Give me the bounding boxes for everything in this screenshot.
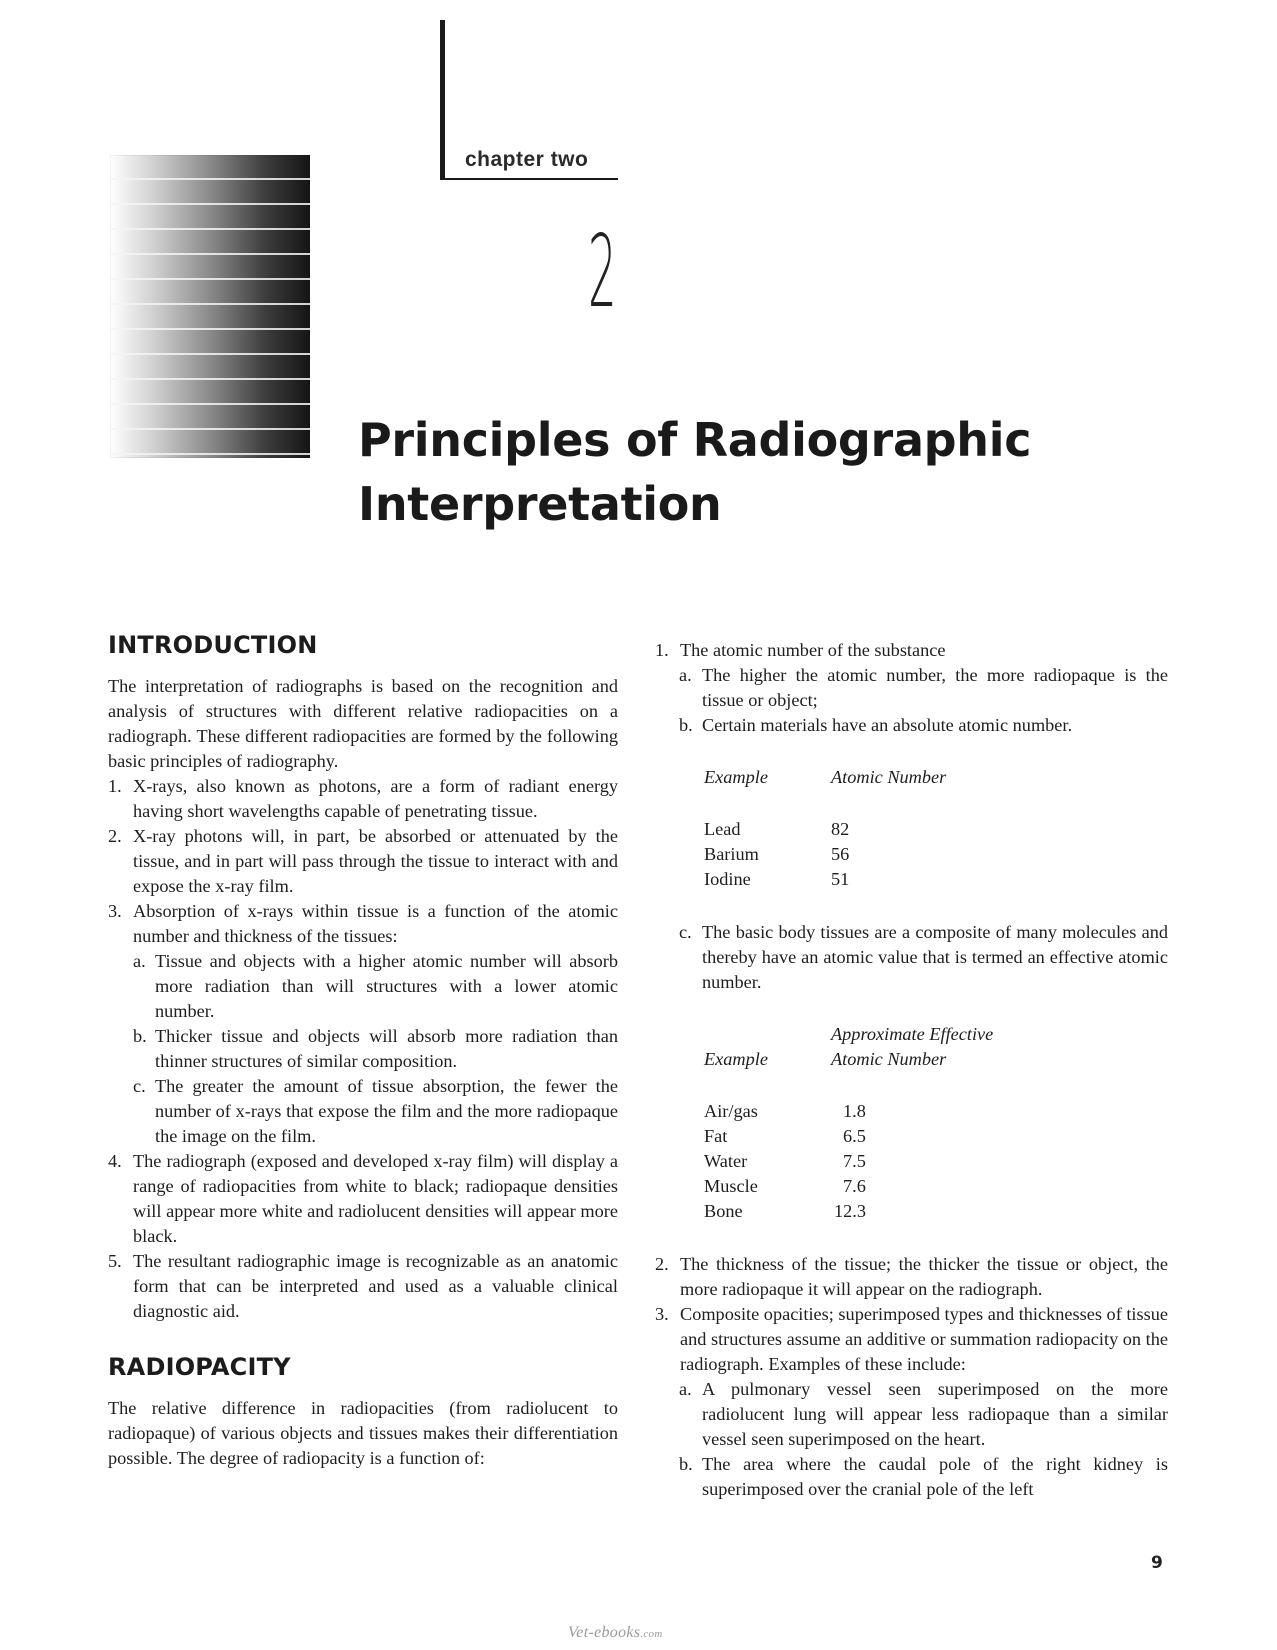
list-item-text: X-ray photons will, in part, be absorbed or attenuated by the tissue, and in part will pass through the tissue to interact with and expose the x-ray film. [133,826,618,896]
table-cell: 82 [831,819,850,839]
table-header-row [704,1047,1168,1072]
table-cell: 6.5 [843,1126,866,1146]
radiopacity-paragraph: The relative difference in radiopacities (from radiolucent to radiopaque) of various objects and tissues makes their differentiation possible. The degree of radiopacity is a function of: [108,1398,618,1468]
list-item-text: The higher the atomic number, the more radiopaque is the tissue or object; [702,665,1168,710]
chapter-number: 2 [588,213,617,330]
list-item-text: A pulmonary vessel seen superimposed on the more radiolucent lung will appear less radiopaque than a similar vessel seen superimposed on the heart. [702,1379,1168,1449]
table-row [704,842,1168,867]
list-item-text: Tissue and objects with a higher atomic number will absorb more radiation than will structures with a lower atomic number. [155,951,618,1021]
effective-atomic-number-table [704,1022,1168,1224]
table-cell: Iodine [704,869,751,889]
list-item-number: 4. [108,1151,122,1171]
table-row [704,1149,1168,1174]
page-number: 9 [1151,1553,1163,1573]
list-item [108,899,618,949]
list-item-number: b. [679,715,693,735]
atomic-number-table [704,765,1168,892]
table-header-cell: Atomic Number [831,767,947,787]
sub-list-item [108,1074,618,1149]
decorative-gradient-block [110,155,310,458]
list-item-number: c. [679,922,692,942]
list-item [108,1149,618,1249]
list-item-text: Thicker tissue and objects will absorb more radiation than thinner structures of similar composition. [155,1026,618,1071]
list-item [655,1252,1168,1302]
list-item-number: a. [133,951,146,971]
list-item-number: 2. [108,826,122,846]
list-item-number: c. [133,1076,146,1096]
list-item-text: Composite opacities; superimposed types and thicknesses of tissue and structures assume an additive or summation radiopacity on the radiograph. Examples of these include: [680,1304,1168,1374]
list-item [655,1302,1168,1377]
table-header-cell: Example [704,1049,768,1069]
list-item-number: 3. [108,901,122,921]
table-cell: Fat [704,1126,728,1146]
list-item-number: 3. [655,1304,669,1324]
list-item-number: a. [679,1379,692,1399]
sub-list-item [108,949,618,1024]
list-item-text: X-rays, also known as photons, are a form of radiant energy having short wavelengths capable of penetrating tissue. [133,776,618,821]
watermark-domain: .com [640,1628,663,1640]
sub-list-item [655,1377,1168,1452]
table-cell: 12.3 [834,1201,866,1221]
chapter-vertical-rule [440,20,445,180]
sub-list-item [655,920,1168,995]
list-item [655,638,1168,663]
chapter-title-line2: Interpretation [358,477,722,531]
list-item-text: The resultant radiographic image is recognizable as an anatomic form that can be interpreted and used as a valuable clinical diagnostic aid. [133,1251,618,1321]
table-header-cell: Example [704,767,768,787]
list-item [108,824,618,899]
list-item-text: The greater the amount of tissue absorption, the fewer the number of x-rays that expose the film and the more radiopaque the image on the film. [155,1076,618,1146]
table-row [704,867,1168,892]
table-cell: 7.5 [843,1151,866,1171]
table-cell: Muscle [704,1176,758,1196]
list-item [108,774,618,824]
table-row [704,1099,1168,1124]
table-header-cell: Atomic Number [831,1049,947,1069]
list-item-text: Certain materials have an absolute atomic number. [702,715,1073,735]
table-header-cell: Approximate Effective [831,1024,994,1044]
table-cell: Lead [704,819,741,839]
list-item-number: 1. [108,776,122,796]
sub-list-item [655,713,1168,738]
list-item-text: The thickness of the tissue; the thicker the tissue or object, the more radiopaque it will appear on the radiograph. [680,1254,1168,1299]
list-item-text: The basic body tissues are a composite of many molecules and thereby have an atomic value that is termed an effective atomic number. [702,922,1168,992]
sub-list-item [108,1024,618,1074]
list-item-number: 1. [655,640,669,660]
table-row [704,1174,1168,1199]
table-cell: Bone [704,1201,743,1221]
list-item-text: The radiograph (exposed and developed x-ray film) will display a range of radiopacities from white to black; radiopaque densities will appear more white and radiolucent densities will appear more black. [133,1151,618,1246]
table-cell: 1.8 [843,1101,866,1121]
table-cell: Air/gas [704,1101,758,1121]
list-item-text: Absorption of x-rays within tissue is a function of the atomic number and thickness of the tissues: [133,901,618,946]
table-cell: 7.6 [843,1176,866,1196]
table-cell: 51 [831,869,850,889]
gradient-stripes [110,155,310,458]
sub-list-item [655,663,1168,713]
list-item-number: b. [133,1026,147,1046]
list-item-number: 2. [655,1254,669,1274]
radiopacity-heading: RADIOPACITY [108,1353,291,1381]
list-item-number: 5. [108,1251,122,1271]
introduction-paragraph: The interpretation of radiographs is based on the recognition and analysis of structures with different relative radiopacities on a radiograph. These different radiopacities are formed by the following basic principles of radiography. [108,676,618,771]
chapter-title [358,408,1031,536]
list-item-number: a. [679,665,692,685]
left-column [108,630,618,1471]
chapter-label: chapter two [465,148,589,171]
chapter-underline [440,178,618,180]
introduction-heading: INTRODUCTION [108,631,318,659]
table-header-row [704,1022,1168,1047]
table-header-row [704,765,1168,790]
sub-list-item [655,1452,1168,1502]
table-row [704,817,1168,842]
table-cell: Water [704,1151,748,1171]
table-row [704,1199,1168,1224]
list-item-number: b. [679,1454,693,1474]
watermark-text: Vet-ebooks [568,1624,641,1641]
watermark [568,1624,663,1642]
table-cell: Barium [704,844,759,864]
list-item-text: The atomic number of the substance [680,640,946,660]
list-item-text: The area where the caudal pole of the right kidney is superimposed over the cranial pole of the left [702,1454,1168,1499]
right-column [655,638,1168,1502]
list-item [108,1249,618,1324]
table-cell: 56 [831,844,850,864]
table-row [704,1124,1168,1149]
chapter-title-line1: Principles of Radiographic [358,413,1032,467]
